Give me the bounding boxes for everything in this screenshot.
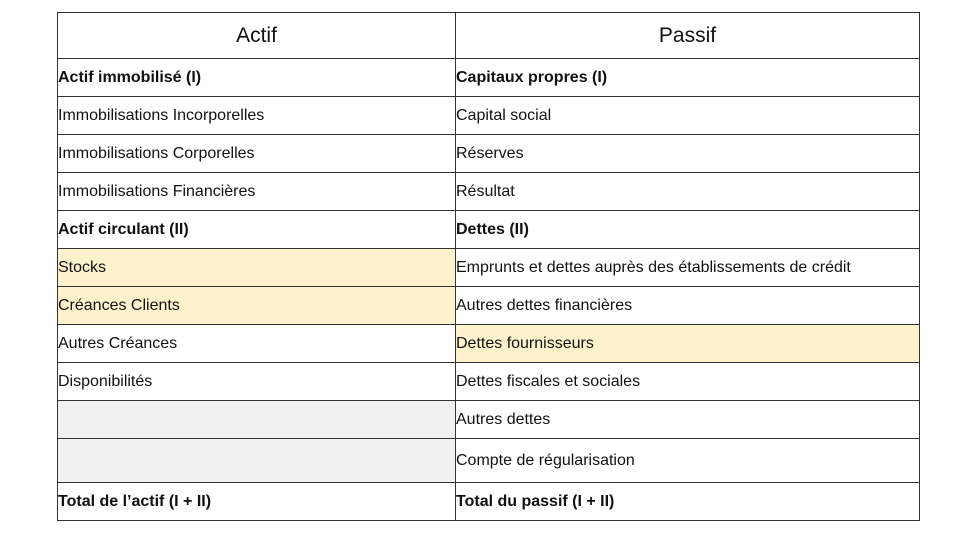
table-row [58, 287, 920, 325]
reserves: Réserves [456, 135, 920, 173]
disponibilites: Disponibilités [58, 363, 456, 401]
autres-dettes: Autres dettes [456, 401, 920, 439]
table-row [58, 59, 920, 97]
header-row [58, 13, 920, 59]
dettes-fournisseurs: Dettes fournisseurs [456, 325, 920, 363]
table-row [58, 363, 920, 401]
autres-dettes-financieres: Autres dettes financières [456, 287, 920, 325]
table-row [58, 401, 920, 439]
compte-de-regularisation: Compte de régularisation [456, 439, 920, 483]
total-passif: Total du passif (I + II) [456, 483, 920, 521]
passif-header: Passif [456, 13, 920, 59]
immobilisations-financieres: Immobilisations Financières [58, 173, 456, 211]
actif-circulant-section: Actif circulant (II) [58, 211, 456, 249]
stocks: Stocks [58, 249, 456, 287]
table-row [58, 249, 920, 287]
empty-cell [58, 401, 456, 439]
totals-row [58, 483, 920, 521]
emprunts-et-dettes: Emprunts et dettes auprès des établissements de crédit [456, 249, 920, 287]
capital-social: Capital social [456, 97, 920, 135]
table-row [58, 211, 920, 249]
table-row [58, 439, 920, 483]
actif-header: Actif [58, 13, 456, 59]
immobilisations-corporelles: Immobilisations Corporelles [58, 135, 456, 173]
dettes-fiscales-et-sociales: Dettes fiscales et sociales [456, 363, 920, 401]
autres-creances: Autres Créances [58, 325, 456, 363]
table-row [58, 173, 920, 211]
dettes-section: Dettes (II) [456, 211, 920, 249]
creances-clients: Créances Clients [58, 287, 456, 325]
capitaux-propres-section: Capitaux propres (I) [456, 59, 920, 97]
actif-immobilise-section: Actif immobilisé (I) [58, 59, 456, 97]
table-row [58, 97, 920, 135]
table-row [58, 325, 920, 363]
balance-sheet-table [57, 12, 920, 521]
total-actif: Total de l’actif (I + II) [58, 483, 456, 521]
table-row [58, 135, 920, 173]
resultat: Résultat [456, 173, 920, 211]
immobilisations-incorporelles: Immobilisations Incorporelles [58, 97, 456, 135]
empty-cell [58, 439, 456, 483]
